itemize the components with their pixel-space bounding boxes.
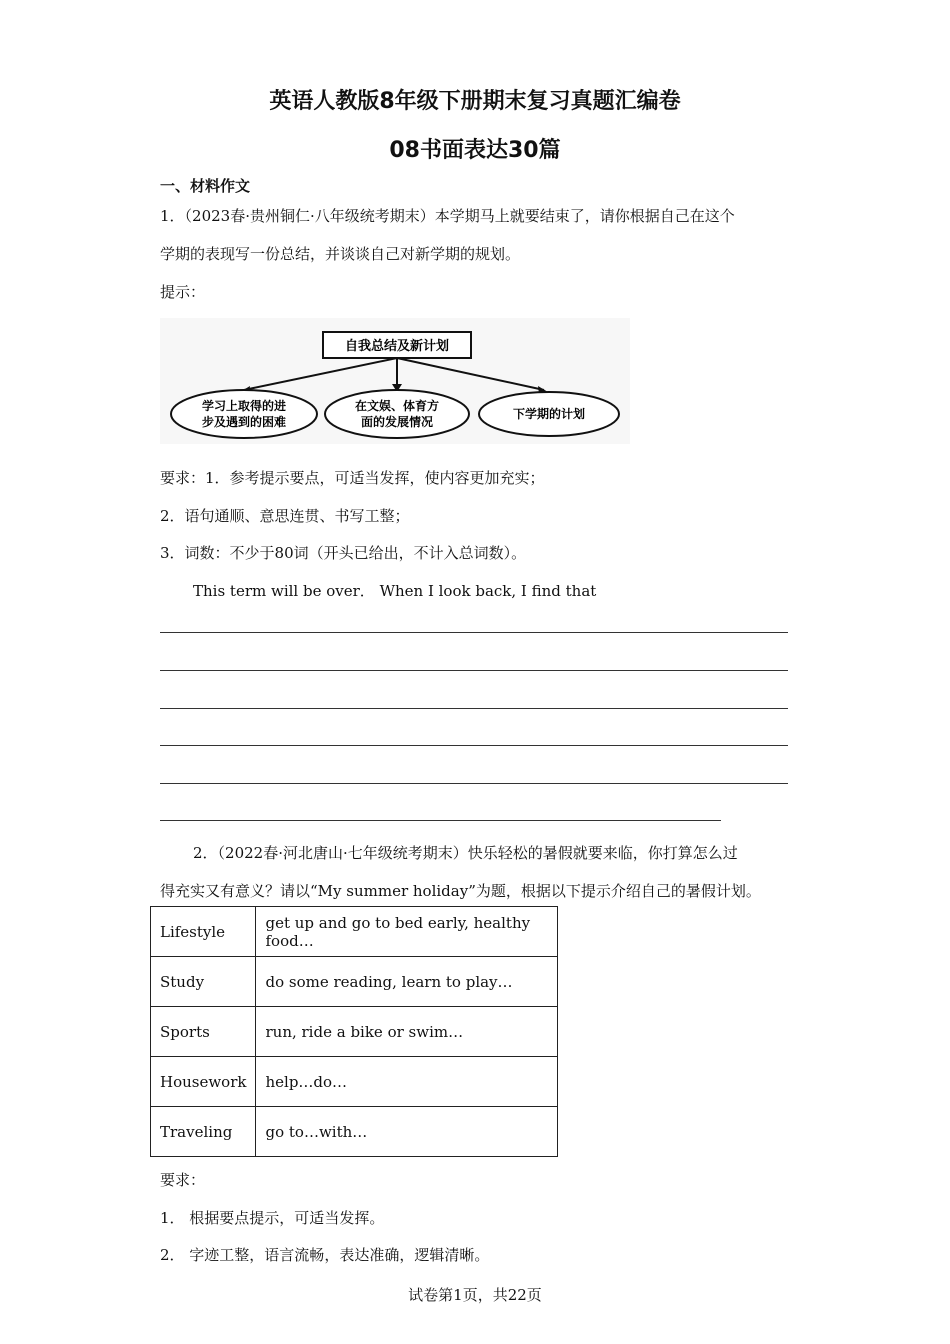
- q1-requirement-1: 要求：1．参考提示要点，可适当发挥，使内容更加充实；: [160, 469, 545, 487]
- diagram-node-2: [325, 390, 469, 438]
- diagram-root-label: 自我总结及新计划: [344, 339, 450, 354]
- table-cell-topic: Sports: [151, 1007, 256, 1057]
- q2-prompt-line1: 2．（2022春·河北唐山·七年级统考期末）快乐轻松的暑假就要来临，你打算怎么过: [193, 844, 738, 862]
- table-cell-hint: get up and go to bed early, healthy food…: [256, 907, 558, 957]
- diagram-node-2-line2: 面的发展情况: [360, 415, 434, 429]
- diagram-node-1-line1: 学习上取得的进: [201, 399, 287, 413]
- answer-line[interactable]: [160, 783, 788, 784]
- q1-requirement-3: 3．词数：不少于80词（开头已给出，不计入总词数）。: [160, 544, 527, 562]
- table-cell-hint: help…do…: [256, 1057, 558, 1107]
- section-heading: 一、材料作文: [160, 177, 251, 195]
- hint-diagram: [160, 318, 630, 444]
- answer-line[interactable]: [160, 745, 788, 746]
- table-cell-hint: go to…with…: [256, 1107, 558, 1157]
- doc-title-line2: 08书面表达30篇: [389, 138, 561, 163]
- table-cell-topic: Traveling: [151, 1107, 256, 1157]
- table-cell-topic: Lifestyle: [151, 907, 256, 957]
- diagram-node-1-line2: 步及遇到的困难: [201, 415, 287, 429]
- answer-line[interactable]: [160, 708, 788, 709]
- q2-hint-table: [150, 906, 558, 1157]
- answer-line[interactable]: [160, 632, 788, 633]
- answer-line[interactable]: [160, 670, 788, 671]
- q1-opening-sentence: This term will be over． When I look back, I find that: [193, 582, 597, 600]
- diagram-node-2-line1: 在文娱、体育方: [354, 399, 440, 413]
- table-cell-hint: run, ride a bike or swim…: [256, 1007, 558, 1057]
- q2-prompt-line2: 得充实又有意义？请以“My summer holiday”为题，根据以下提示介绍自己的暑假计划。: [160, 882, 761, 900]
- q1-prompt-line1: 1．（2023春·贵州铜仁·八年级统考期末）本学期马上就要结束了，请你根据自己在这个: [160, 207, 735, 225]
- diagram-node-1: [171, 390, 317, 438]
- table-row: [151, 907, 558, 957]
- table-row: [151, 1007, 558, 1057]
- table-row: [151, 1107, 558, 1157]
- answer-line[interactable]: [160, 820, 721, 821]
- q2-requirement-1: 1． 根据要点提示，可适当发挥。: [160, 1209, 385, 1227]
- table-row: [151, 1057, 558, 1107]
- table-row: [151, 957, 558, 1007]
- table-cell-topic: Housework: [151, 1057, 256, 1107]
- table-cell-hint: do some reading, learn to play…: [256, 957, 558, 1007]
- q1-requirement-2: 2．语句通顺、意思连贯、书写工整；: [160, 507, 410, 525]
- q2-requirement-2: 2． 字迹工整，语言流畅，表达准确，逻辑清晰。: [160, 1246, 490, 1264]
- diagram-node-3-label: 下学期的计划: [512, 407, 586, 421]
- q1-prompt-line2: 学期的表现写一份总结，并谈谈自己对新学期的规划。: [160, 245, 521, 263]
- page-footer: 试卷第1页，共22页: [408, 1286, 542, 1304]
- q1-hint-label: 提示：: [160, 283, 206, 301]
- q2-requirement-label: 要求：: [160, 1171, 206, 1189]
- table-cell-topic: Study: [151, 957, 256, 1007]
- doc-title-line1: 英语人教版8年级下册期末复习真题汇编卷: [269, 89, 681, 114]
